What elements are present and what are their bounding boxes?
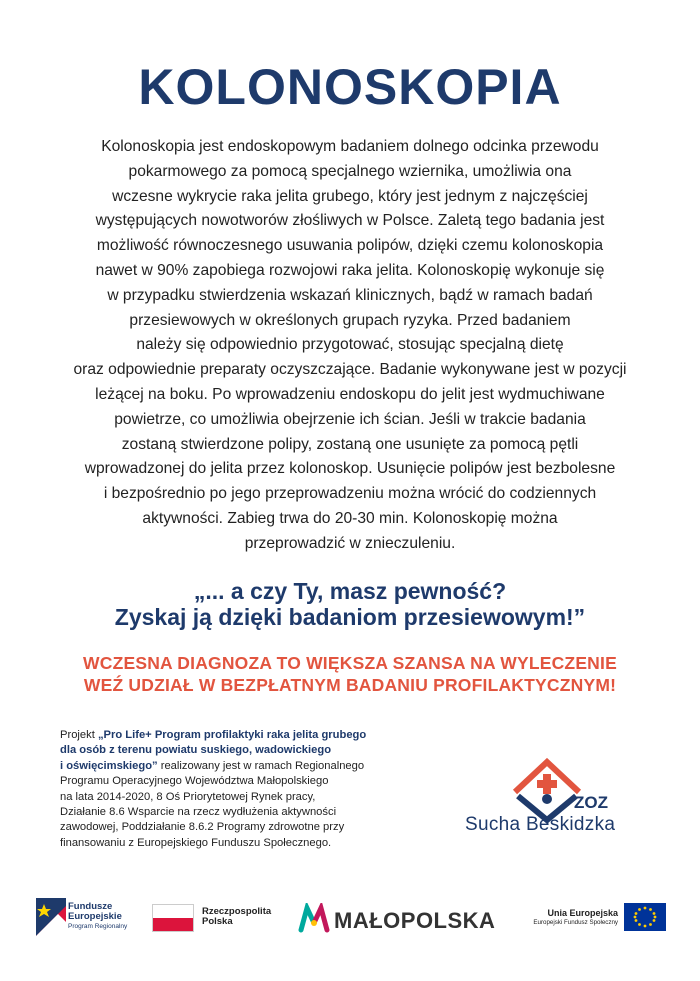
quote-line-1: „... a czy Ty, masz pewność? <box>193 578 507 604</box>
body-line: aktywności. Zabieg trwa do 20-30 min. Kolonoskopię można <box>142 509 558 527</box>
unia-europejska-text <box>520 908 618 928</box>
project-name-3: i oświęcimskiego” <box>60 759 158 772</box>
fe-line-1: Fundusze <box>68 901 113 912</box>
body-line: występujących nowotworów złośliwych w Polsce. Zaletą tego badania jest <box>95 212 605 230</box>
project-line-5: na lata 2014-2020, 8 Oś Priorytetowej Rynek pracy, <box>60 790 316 803</box>
ue-line-2: Europejski Fundusz Społeczny <box>533 919 618 926</box>
quote <box>0 578 700 630</box>
body-line: możliwość równoczesnego usuwania polipów, dzięki czemu kolonoskopia <box>96 237 604 255</box>
body-line: powietrze, co umożliwia obejrzenie ich ścian. Jeśli w trakcie badania <box>114 410 586 428</box>
project-line-7: zawodowej, Poddziałanie 8.6.2 Programy zdrowotne przy <box>60 821 345 834</box>
ue-line-1: Unia Europejska <box>547 908 618 918</box>
body-line: i bezpośrednio po jego przeprowadzeniu można wrócić do codziennych <box>103 485 597 503</box>
body-line: pokarmowego za pomocą specjalnego wziernika, umożliwia ona <box>128 162 572 180</box>
rp-line-1: Rzeczpospolita <box>202 906 272 917</box>
footer-logos <box>0 890 700 950</box>
description-text <box>40 135 660 557</box>
page-title: KOLONOSKOPIA <box>138 59 562 115</box>
body-line: leżącej na boku. Po wprowadzeniu endoskopu do jelit jest wydmuchiwane <box>95 385 605 403</box>
zoz-name: Sucha Beskidzka <box>465 814 616 835</box>
body-line: w przypadku stwierdzenia wskazań klinicznych, bądź w ramach badań <box>107 286 593 304</box>
rp-line-2: Polska <box>202 916 233 927</box>
rzeczpospolita-text <box>202 907 271 927</box>
fe-line-2: Europejskie <box>68 911 122 922</box>
eu-flag-icon <box>624 903 666 931</box>
body-line: przeprowadzić w znieczuleniu. <box>244 534 456 552</box>
body-line: przesiewowych w określonych grupach ryzyka. Przed badaniem <box>129 311 571 329</box>
body-line: wczesne wykrycie raka jelita grubego, który jest jednym z najczęściej <box>112 187 588 205</box>
polish-flag-icon <box>152 904 194 932</box>
project-info <box>60 728 440 851</box>
project-intro: Projekt <box>60 729 98 741</box>
slogan <box>0 652 700 696</box>
slogan-line-1: WCZESNA DIAGNOZA TO WIĘKSZA SZANSA NA WYLECZENIE <box>83 653 617 673</box>
project-name-2: dla osób z terenu powiatu suskiego, wadowickiego <box>60 744 332 757</box>
zoz-short-name: ZOZ <box>574 793 608 812</box>
body-line: wprowadzonej do jelita przez kolonoskop. Usunięcie polipów jest bezbolesne <box>84 460 616 478</box>
malopolska-text: MAŁOPOLSKA <box>334 908 496 933</box>
project-line-8: finansowaniu z Europejskiego Funduszu Społecznego. <box>60 836 332 849</box>
project-line-6: Działanie 8.6 Wsparcie na rzecz wydłużenia aktywności <box>60 806 337 819</box>
malopolska-logo-icon <box>298 903 330 933</box>
fe-line-3: Program Regionalny <box>68 923 128 930</box>
body-line: Kolonoskopia jest endoskopowym badaniem dolnego odcinka przewodu <box>101 138 599 155</box>
fundusze-europejskie-text <box>68 902 127 932</box>
fundusze-europejskie-logo-icon <box>36 898 66 936</box>
project-name-1: „Pro Life+ Program profilaktyki raka jelita grubego <box>97 729 367 741</box>
body-line: należy się odpowiednio przygotować, stosując specjalną dietę <box>136 336 564 354</box>
project-line-3: realizowany jest w ramach Regionalnego <box>157 759 365 772</box>
body-line: nawet w 90% zapobiega rozwojowi raka jelita. Kolonoskopię wykonuje się <box>95 261 605 279</box>
slogan-line-2: WEŹ UDZIAŁ W BEZPŁATNYM BADANIU PROFILAKTYCZNYM! <box>83 675 617 695</box>
project-line-4: Programu Operacyjnego Województwa Małopolskiego <box>60 775 329 788</box>
quote-line-2: Zyskaj ją dzięki badaniom przesiewowym!” <box>114 604 586 630</box>
body-line: zostaną stwierdzone polipy, zostaną one usunięte za pomocą pętli <box>121 435 579 453</box>
body-line: oraz odpowiednie preparaty oczyszczające. Badanie wykonywane jest w pozycji <box>73 361 627 379</box>
